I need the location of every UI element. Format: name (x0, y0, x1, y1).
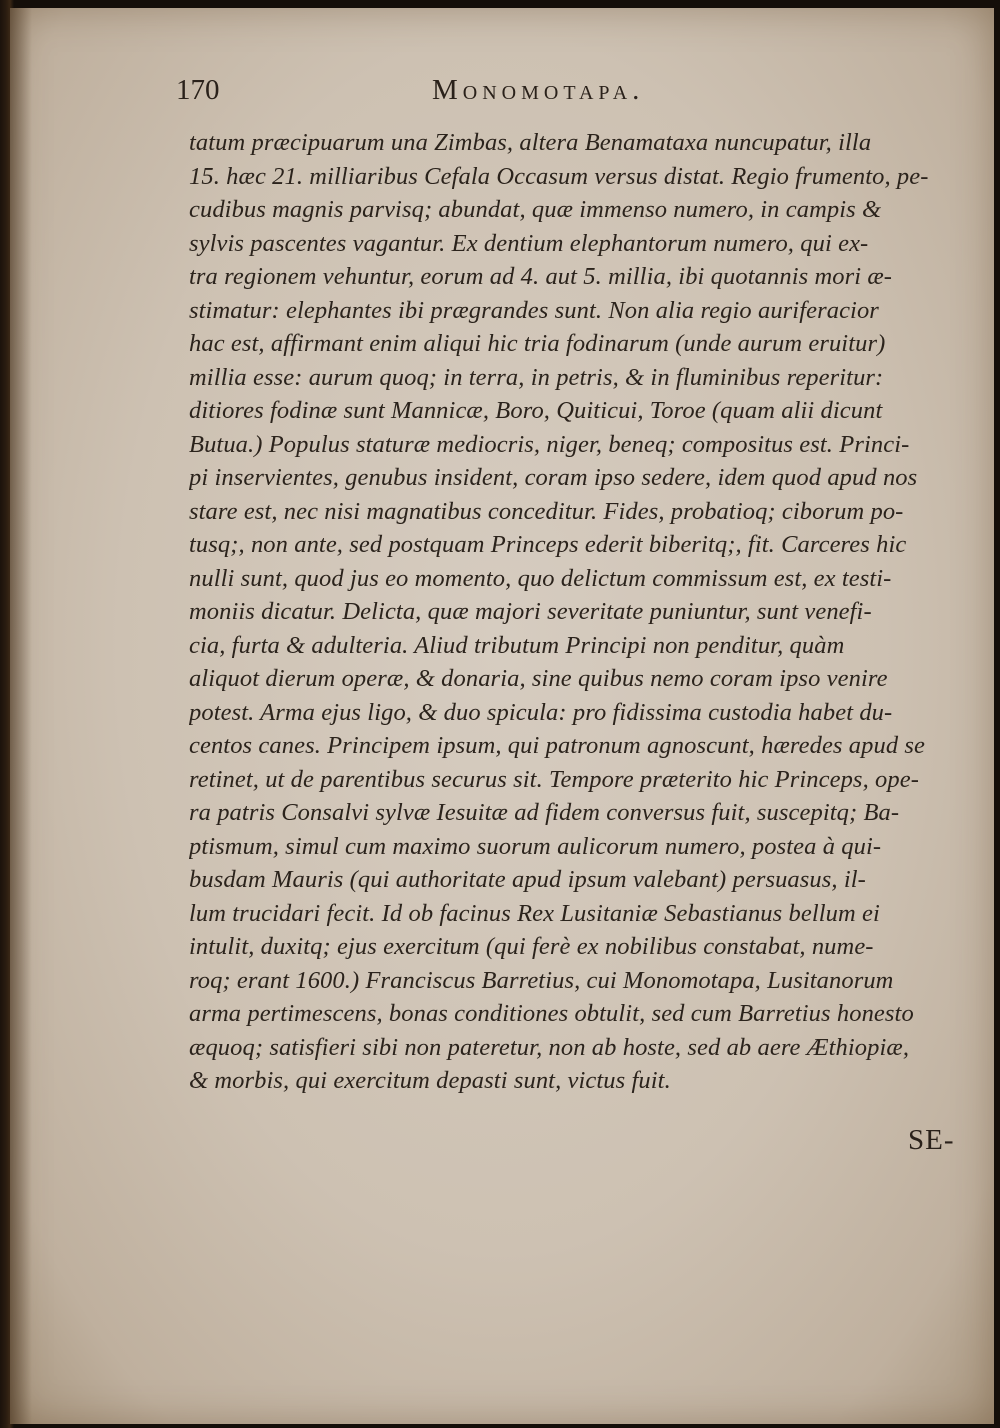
text-line: 15. hæc 21. milliaribus Cefala Occasum versus distat. Regio frumento, pe- (189, 162, 929, 190)
text-line: centos canes. Principem ipsum, qui patronum agnoscunt, hæredes apud se (189, 732, 926, 759)
text-line: arma pertimescens, bonas conditiones obtulit, sed cum Barretius honesto (189, 1000, 914, 1027)
body-text (189, 126, 969, 1098)
text-line: sylvis pascentes vagantur. Ex dentium elephantorum numero, qui ex- (189, 229, 869, 257)
text-line: pi inservientes, genubus insident, coram ipso sedere, idem quod apud nos (189, 464, 918, 491)
text-line: potest. Arma ejus ligo, & duo spicula: pro fidissima custodia habet du- (189, 698, 893, 726)
catchword: SE- (908, 1124, 955, 1156)
text-line: nulli sunt, quod jus eo momento, quo delictum commissum est, ex testi- (189, 564, 892, 592)
text-line: intulit, duxitq; ejus exercitum (qui ferè ex nobilibus constabat, nume- (189, 933, 874, 960)
text-line: lum trucidari fecit. Id ob facinus Rex Lusitaniæ Sebastianus bellum ei (189, 899, 880, 927)
text-line: cudibus magnis parvisq; abundat, quæ immenso numero, in campis & (189, 196, 882, 223)
text-line: ptismum, simul cum maximo suorum aulicorum numero, postea à qui- (189, 832, 882, 860)
text-line: stare est, nec nisi magnatibus conceditur. Fides, probatioq; ciborum po- (189, 497, 904, 525)
gutter-shadow (10, 8, 32, 1424)
text-line: stimatur: elephantes ibi prægrandes sunt. Non alia regio auriferacior (189, 296, 879, 324)
text-line: busdam Mauris (qui authoritate apud ipsum valebant) persuasus, il- (189, 866, 866, 893)
text-line: moniis dicatur. Delicta, quæ majori severitate puniuntur, sunt venefi- (189, 598, 872, 625)
text-line: ditiores fodinæ sunt Mannicæ, Boro, Quiticui, Toroe (quam alii dicunt (189, 397, 883, 424)
text-line: cia, furta & adulteria. Aliud tributum Principi non penditur, quàm (189, 631, 845, 659)
text-line: tra regionem vehuntur, eorum ad 4. aut 5. millia, ibi quotannis mori æ- (189, 263, 893, 290)
text-line: hac est, affirmant enim aliqui hic tria fodinarum (unde aurum eruitur) (189, 330, 886, 357)
text-line: aliquot dierum operæ, & donaria, sine quibus nemo coram ipso venire (189, 665, 888, 692)
text-line: & morbis, qui exercitum depasti sunt, victus fuit. (189, 1067, 671, 1094)
text-line: tusq;, non ante, sed postquam Princeps ederit biberitq;, fit. Carceres hic (189, 531, 907, 558)
text-line: tatum præcipuarum una Zimbas, altera Benamataxa nuncupatur, illa (189, 129, 872, 156)
text-line: æquoq; satisfieri sibi non pateretur, non ab hoste, sed ab aere Æthiopiæ, (189, 1033, 910, 1061)
page-number: 170 (176, 74, 220, 106)
text-line: retinet, ut de parentibus securus sit. Tempore præterito hic Princeps, ope- (189, 765, 919, 793)
running-head (176, 74, 736, 114)
text-line: roq; erant 1600.) Franciscus Barretius, cui Monomotapa, Lusitanorum (189, 966, 894, 994)
text-line: millia esse: aurum quoq; in terra, in petris, & in fluminibus reperitur: (189, 363, 884, 391)
text-line: ra patris Consalvi sylvæ Iesuitæ ad fidem conversus fuit, suscepitq; Ba- (189, 799, 900, 826)
text-line: Butua.) Populus staturæ mediocris, niger, beneq; compositus est. Princi- (189, 430, 910, 458)
running-title: Monomotapa. (432, 74, 645, 106)
